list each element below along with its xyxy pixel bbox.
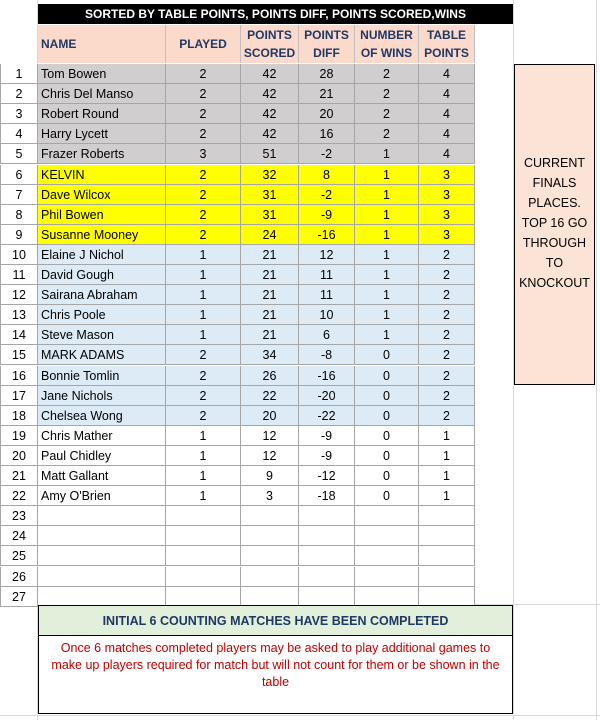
table-row[interactable] (0, 124, 513, 144)
played-cell[interactable]: 2 (166, 185, 241, 205)
wins-cell[interactable]: 0 (355, 486, 419, 506)
points-scored-cell[interactable]: 21 (241, 305, 299, 325)
points-scored-cell[interactable]: 42 (241, 104, 299, 124)
player-name[interactable]: Chelsea Wong (38, 406, 166, 426)
points-scored-cell[interactable] (241, 506, 299, 526)
table-points-cell[interactable]: 4 (419, 64, 475, 84)
points-scored-cell[interactable] (241, 546, 299, 566)
row-number[interactable]: 6 (0, 165, 38, 185)
played-cell[interactable]: 1 (166, 285, 241, 305)
table-points-cell[interactable]: 3 (419, 225, 475, 245)
wins-cell[interactable]: 1 (355, 185, 419, 205)
played-cell[interactable]: 1 (166, 426, 241, 446)
wins-cell[interactable]: 1 (355, 325, 419, 345)
player-name[interactable] (38, 526, 166, 546)
table-row[interactable] (0, 285, 513, 305)
points-diff-cell[interactable]: -8 (299, 345, 355, 365)
table-points-cell[interactable]: 3 (419, 205, 475, 225)
row-number[interactable]: 16 (0, 366, 38, 386)
points-scored-cell[interactable]: 32 (241, 165, 299, 185)
player-name[interactable]: Steve Mason (38, 325, 166, 345)
wins-cell[interactable]: 2 (355, 64, 419, 84)
finals-places-note: CURRENT FINALS PLACES. TOP 16 GO THROUGH TO KNOCKOUT (514, 64, 595, 385)
wins-cell[interactable] (355, 567, 419, 587)
player-name[interactable]: KELVIN (38, 165, 166, 185)
points-scored-cell[interactable]: 22 (241, 386, 299, 406)
row-number[interactable]: 8 (0, 205, 38, 225)
row-number[interactable]: 23 (0, 506, 38, 526)
player-name[interactable]: Tom Bowen (38, 64, 166, 84)
points-diff-cell[interactable]: 20 (299, 104, 355, 124)
table-row[interactable] (0, 245, 513, 265)
points-diff-cell[interactable]: -16 (299, 366, 355, 386)
table-points-cell[interactable]: 2 (419, 245, 475, 265)
wins-cell[interactable]: 0 (355, 386, 419, 406)
table-points-cell[interactable]: 1 (419, 446, 475, 466)
player-name[interactable]: Susanne Mooney (38, 225, 166, 245)
wins-cell[interactable]: 0 (355, 345, 419, 365)
player-name[interactable]: Phil Bowen (38, 205, 166, 225)
played-cell[interactable]: 2 (166, 84, 241, 104)
points-scored-cell[interactable]: 42 (241, 124, 299, 144)
played-cell[interactable]: 1 (166, 446, 241, 466)
played-cell[interactable]: 2 (166, 225, 241, 245)
player-name[interactable]: Amy O'Brien (38, 486, 166, 506)
player-name[interactable]: Chris Mather (38, 426, 166, 446)
table-points-cell[interactable] (419, 567, 475, 587)
row-number[interactable]: 26 (0, 567, 38, 587)
points-diff-cell[interactable]: 11 (299, 285, 355, 305)
wins-cell[interactable]: 0 (355, 446, 419, 466)
table-row[interactable] (0, 567, 513, 587)
row-number[interactable]: 4 (0, 124, 38, 144)
table-points-cell[interactable]: 1 (419, 426, 475, 446)
row-number[interactable]: 19 (0, 426, 38, 446)
wins-cell[interactable]: 1 (355, 165, 419, 185)
played-cell[interactable]: 2 (166, 124, 241, 144)
row-number[interactable]: 15 (0, 345, 38, 365)
footer-message: Once 6 matches completed players may be asked to play additional games to make up players required for match but will not count for them or be shown in the table (51, 641, 500, 689)
table-points-cell[interactable]: 2 (419, 406, 475, 426)
table-points-cell[interactable] (419, 506, 475, 526)
played-cell[interactable]: 2 (166, 366, 241, 386)
table-title: SORTED BY TABLE POINTS, POINTS DIFF, POINTS SCORED,WINS (38, 4, 513, 24)
played-cell[interactable]: 3 (166, 144, 241, 164)
wins-cell[interactable]: 0 (355, 426, 419, 446)
row-number[interactable]: 1 (0, 64, 38, 84)
player-name[interactable]: Jane Nichols (38, 386, 166, 406)
wins-cell[interactable]: 2 (355, 124, 419, 144)
table-row[interactable] (0, 205, 513, 225)
table-points-cell[interactable]: 2 (419, 386, 475, 406)
points-diff-cell[interactable]: -2 (299, 185, 355, 205)
table-row[interactable] (0, 466, 513, 486)
wins-cell[interactable] (355, 506, 419, 526)
points-scored-cell[interactable]: 51 (241, 144, 299, 164)
wins-cell[interactable]: 1 (355, 245, 419, 265)
points-scored-cell[interactable]: 42 (241, 84, 299, 104)
table-points-cell[interactable]: 2 (419, 285, 475, 305)
row-number[interactable]: 12 (0, 285, 38, 305)
played-cell[interactable]: 2 (166, 386, 241, 406)
played-cell[interactable]: 1 (166, 265, 241, 285)
player-name[interactable]: MARK ADAMS (38, 345, 166, 365)
points-diff-cell[interactable]: -12 (299, 466, 355, 486)
table-points-cell[interactable] (419, 546, 475, 566)
wins-cell[interactable]: 2 (355, 104, 419, 124)
header-points-scored: POINTS SCORED (241, 25, 299, 63)
wins-cell[interactable]: 1 (355, 285, 419, 305)
table-points-cell[interactable]: 1 (419, 486, 475, 506)
points-scored-cell[interactable]: 9 (241, 466, 299, 486)
footer-heading: INITIAL 6 COUNTING MATCHES HAVE BEEN COMPLETED (39, 606, 512, 636)
points-diff-cell[interactable]: 8 (299, 165, 355, 185)
header-points-diff: POINTS DIFF (299, 25, 355, 63)
points-diff-cell[interactable]: -9 (299, 205, 355, 225)
row-number[interactable]: 18 (0, 406, 38, 426)
points-diff-cell[interactable]: 11 (299, 265, 355, 285)
row-number[interactable]: 17 (0, 386, 38, 406)
points-diff-cell[interactable]: -9 (299, 426, 355, 446)
wins-cell[interactable] (355, 587, 419, 607)
points-diff-cell[interactable] (299, 546, 355, 566)
player-name[interactable]: Bonnie Tomlin (38, 366, 166, 386)
points-scored-cell[interactable]: 21 (241, 285, 299, 305)
table-points-cell[interactable]: 4 (419, 144, 475, 164)
table-row[interactable] (0, 446, 513, 466)
row-number[interactable]: 3 (0, 104, 38, 124)
player-name[interactable] (38, 546, 166, 566)
table-points-cell[interactable]: 2 (419, 265, 475, 285)
points-diff-cell[interactable]: 28 (299, 64, 355, 84)
table-row[interactable] (0, 506, 513, 526)
table-row[interactable] (0, 406, 513, 426)
row-number[interactable]: 22 (0, 486, 38, 506)
wins-cell[interactable]: 1 (355, 265, 419, 285)
points-scored-cell[interactable]: 20 (241, 406, 299, 426)
played-cell[interactable] (166, 567, 241, 587)
played-cell[interactable]: 2 (166, 406, 241, 426)
footer-box (38, 605, 513, 714)
points-diff-cell[interactable]: 21 (299, 84, 355, 104)
wins-cell[interactable]: 1 (355, 225, 419, 245)
header-name: NAME (38, 25, 166, 63)
row-number[interactable]: 7 (0, 185, 38, 205)
points-scored-cell[interactable]: 21 (241, 325, 299, 345)
table-row[interactable] (0, 587, 513, 607)
player-name[interactable]: Frazer Roberts (38, 144, 166, 164)
row-number[interactable]: 20 (0, 446, 38, 466)
wins-cell[interactable] (355, 546, 419, 566)
table-row[interactable] (0, 325, 513, 345)
header-number-of-wins: NUMBER OF WINS (355, 25, 419, 63)
table-points-cell[interactable] (419, 587, 475, 607)
player-name[interactable]: Paul Chidley (38, 446, 166, 466)
player-name[interactable]: Dave Wilcox (38, 185, 166, 205)
played-cell[interactable]: 1 (166, 325, 241, 345)
table-row[interactable] (0, 265, 513, 285)
wins-cell[interactable]: 1 (355, 305, 419, 325)
points-diff-cell[interactable]: 12 (299, 245, 355, 265)
header-played: PLAYED (166, 25, 241, 63)
table-row[interactable] (0, 366, 513, 386)
table-row[interactable] (0, 345, 513, 365)
points-scored-cell[interactable] (241, 587, 299, 607)
row-number[interactable]: 27 (0, 587, 38, 607)
row-number[interactable]: 24 (0, 526, 38, 546)
table-row[interactable] (0, 185, 513, 205)
row-number[interactable]: 5 (0, 144, 38, 164)
points-scored-cell[interactable]: 31 (241, 205, 299, 225)
wins-cell[interactable]: 0 (355, 366, 419, 386)
played-cell[interactable]: 1 (166, 466, 241, 486)
player-name[interactable]: Elaine J Nichol (38, 245, 166, 265)
points-scored-cell[interactable]: 42 (241, 64, 299, 84)
table-row[interactable] (0, 486, 513, 506)
table-row[interactable] (0, 546, 513, 566)
wins-cell[interactable]: 1 (355, 144, 419, 164)
played-cell[interactable]: 2 (166, 104, 241, 124)
points-scored-cell[interactable]: 12 (241, 446, 299, 466)
row-number[interactable]: 13 (0, 305, 38, 325)
points-scored-cell[interactable]: 24 (241, 225, 299, 245)
table-points-cell[interactable]: 4 (419, 84, 475, 104)
played-cell[interactable]: 1 (166, 245, 241, 265)
points-diff-cell[interactable]: 16 (299, 124, 355, 144)
wins-cell[interactable]: 1 (355, 205, 419, 225)
table-row[interactable] (0, 225, 513, 245)
points-diff-cell[interactable]: -20 (299, 386, 355, 406)
points-diff-cell[interactable]: 10 (299, 305, 355, 325)
table-row[interactable] (0, 84, 513, 104)
points-diff-cell[interactable]: -18 (299, 486, 355, 506)
points-scored-cell[interactable]: 3 (241, 486, 299, 506)
player-name[interactable]: Harry Lycett (38, 124, 166, 144)
player-name[interactable] (38, 587, 166, 607)
points-diff-cell[interactable] (299, 567, 355, 587)
row-number[interactable]: 14 (0, 325, 38, 345)
table-points-cell[interactable]: 4 (419, 104, 475, 124)
row-number[interactable]: 25 (0, 546, 38, 566)
points-scored-cell[interactable]: 21 (241, 245, 299, 265)
table-row[interactable] (0, 165, 513, 185)
table-points-cell[interactable]: 2 (419, 366, 475, 386)
table-row[interactable] (0, 426, 513, 446)
table-points-cell[interactable]: 1 (419, 466, 475, 486)
table-row[interactable] (0, 64, 513, 84)
points-diff-cell[interactable]: 6 (299, 325, 355, 345)
played-cell[interactable] (166, 587, 241, 607)
points-diff-cell[interactable]: -22 (299, 406, 355, 426)
table-row[interactable] (0, 386, 513, 406)
points-diff-cell[interactable]: -9 (299, 446, 355, 466)
played-cell[interactable]: 1 (166, 486, 241, 506)
points-diff-cell[interactable] (299, 587, 355, 607)
player-name[interactable] (38, 506, 166, 526)
row-number[interactable]: 9 (0, 225, 38, 245)
played-cell[interactable] (166, 526, 241, 546)
table-points-cell[interactable]: 2 (419, 345, 475, 365)
player-name[interactable]: Sairana Abraham (38, 285, 166, 305)
table-points-cell[interactable]: 3 (419, 165, 475, 185)
table-points-cell[interactable]: 4 (419, 124, 475, 144)
wins-cell[interactable]: 0 (355, 406, 419, 426)
points-diff-cell[interactable]: -16 (299, 225, 355, 245)
table-row[interactable] (0, 144, 513, 164)
player-name[interactable]: David Gough (38, 265, 166, 285)
points-scored-cell[interactable]: 12 (241, 426, 299, 446)
table-points-cell[interactable]: 3 (419, 185, 475, 205)
wins-cell[interactable]: 2 (355, 84, 419, 104)
played-cell[interactable]: 2 (166, 64, 241, 84)
table-row[interactable] (0, 104, 513, 124)
points-scored-cell[interactable]: 34 (241, 345, 299, 365)
row-number[interactable]: 21 (0, 466, 38, 486)
table-points-cell[interactable]: 2 (419, 325, 475, 345)
row-number[interactable]: 11 (0, 265, 38, 285)
row-number[interactable]: 10 (0, 245, 38, 265)
points-scored-cell[interactable]: 31 (241, 185, 299, 205)
points-scored-cell[interactable] (241, 526, 299, 546)
player-name[interactable]: Matt Gallant (38, 466, 166, 486)
played-cell[interactable]: 2 (166, 345, 241, 365)
points-scored-cell[interactable]: 21 (241, 265, 299, 285)
played-cell[interactable]: 1 (166, 305, 241, 325)
points-scored-cell[interactable] (241, 567, 299, 587)
table-points-cell[interactable] (419, 526, 475, 546)
played-cell[interactable]: 2 (166, 165, 241, 185)
played-cell[interactable]: 2 (166, 205, 241, 225)
player-name[interactable] (38, 567, 166, 587)
played-cell[interactable] (166, 506, 241, 526)
table-points-cell[interactable]: 2 (419, 305, 475, 325)
points-diff-cell[interactable] (299, 526, 355, 546)
points-diff-cell[interactable] (299, 506, 355, 526)
header-table-points: TABLE POINTS (419, 25, 475, 63)
wins-cell[interactable]: 0 (355, 466, 419, 486)
player-name[interactable]: Chris Poole (38, 305, 166, 325)
wins-cell[interactable] (355, 526, 419, 546)
player-name[interactable]: Robert Round (38, 104, 166, 124)
table-row[interactable] (0, 305, 513, 325)
played-cell[interactable] (166, 546, 241, 566)
table-row[interactable] (0, 526, 513, 546)
points-scored-cell[interactable]: 26 (241, 366, 299, 386)
row-number[interactable]: 2 (0, 84, 38, 104)
player-name[interactable]: Chris Del Manso (38, 84, 166, 104)
points-diff-cell[interactable]: -2 (299, 144, 355, 164)
